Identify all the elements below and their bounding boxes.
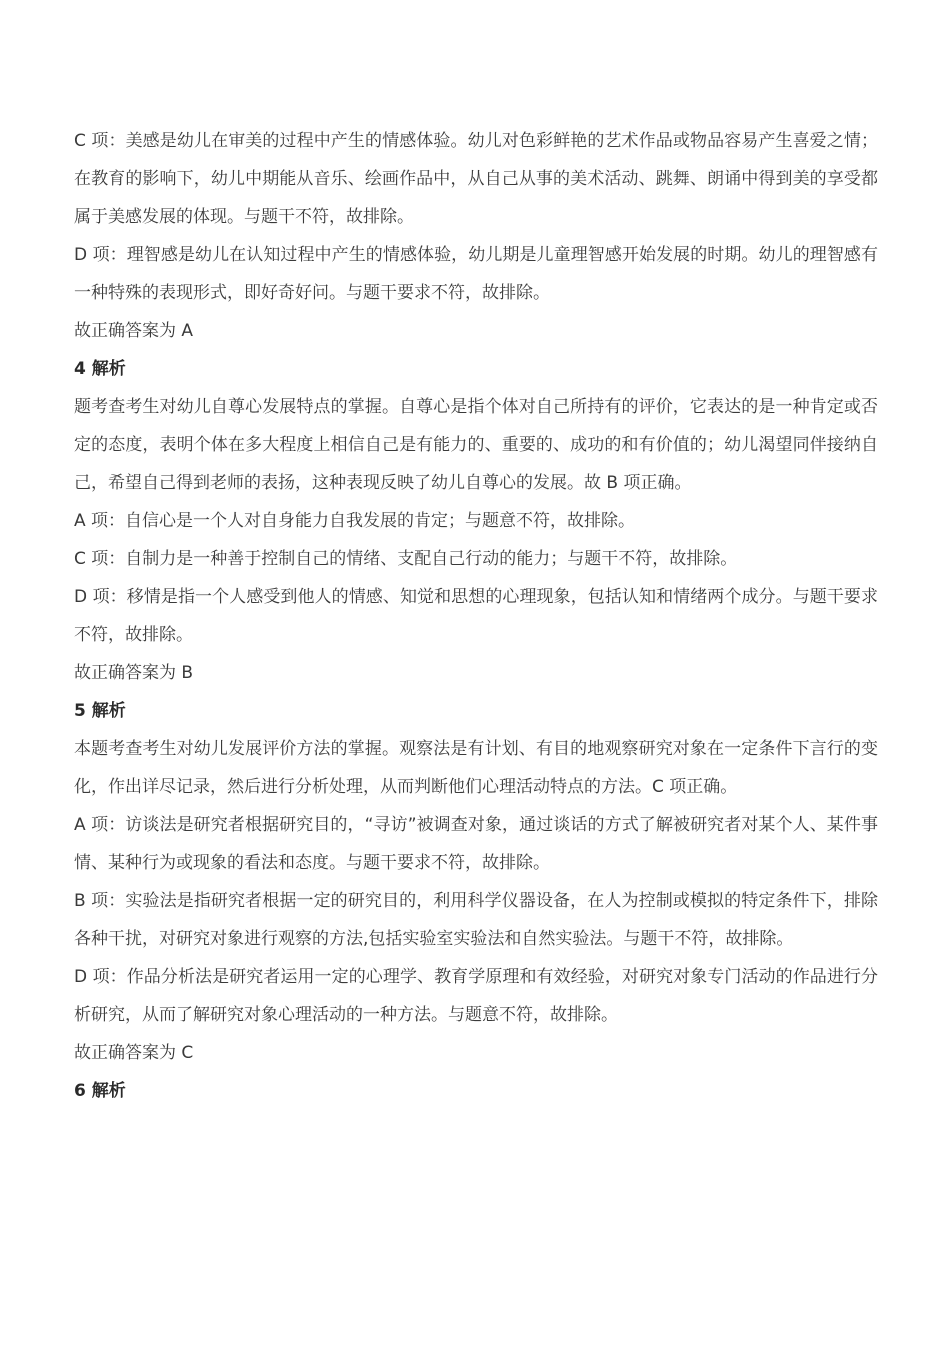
analysis-paragraph: 题考查考生对幼儿自尊心发展特点的掌握。自尊心是指个体对自己所持有的评价，它表达的是一种肯定或否定的态度，表明个体在多大程度上相信自己是有能力的、重要的、成功的和有价值的；幼儿渴望同伴接纳自己，希望自己得到老师的表扬，这种表现反映了幼儿自尊心的发展。故 B 项正确。 (74, 397, 878, 493)
option-d-paragraph: D 项：作品分析法是研究者运用一定的心理学、教育学原理和有效经验，对研究对象专门活动的作品进行分析研究，从而了解研究对象心理活动的一种方法。与题意不符，故排除。 (74, 967, 878, 1025)
option-d-paragraph: D 项：移情是指一个人感受到他人的情感、知觉和思想的心理现象，包括认知和情绪两个成分。与题干要求不符，故排除。 (74, 587, 878, 645)
answer-line: 故正确答案为 C (74, 1043, 194, 1063)
section-heading-5: 5 解析 (74, 701, 126, 721)
option-a-paragraph: A 项：自信心是一个人对自身能力自我发展的肯定；与题意不符，故排除。 (74, 511, 636, 531)
document-page (74, 122, 878, 1110)
analysis-paragraph: 本题考查考生对幼儿发展评价方法的掌握。观察法是有计划、有目的地观察研究对象在一定条件下言行的变化，作出详尽记录，然后进行分析处理，从而判断他们心理活动特点的方法。C 项正确。 (74, 739, 878, 797)
option-c-paragraph: C 项：美感是幼儿在审美的过程中产生的情感体验。幼儿对色彩鲜艳的艺术作品或物品容易产生喜爱之情；在教育的影响下，幼儿中期能从音乐、绘画作品中，从自己从事的美术活动、跳舞、朗诵中得到美的享受都属于美感发展的体现。与题干不符，故排除。 (74, 131, 878, 227)
section-heading-4: 4 解析 (74, 359, 126, 379)
option-d-paragraph: D 项：理智感是幼儿在认知过程中产生的情感体验，幼儿期是儿童理智感开始发展的时期。幼儿的理智感有一种特殊的表现形式，即好奇好问。与题干要求不符，故排除。 (74, 245, 878, 303)
section-heading-6: 6 解析 (74, 1081, 126, 1101)
answer-line: 故正确答案为 A (74, 321, 194, 341)
answer-line: 故正确答案为 B (74, 663, 194, 683)
option-c-paragraph: C 项：自制力是一种善于控制自己的情绪、支配自己行动的能力；与题干不符，故排除。 (74, 549, 738, 569)
option-b-paragraph: B 项：实验法是指研究者根据一定的研究目的，利用科学仪器设备，在人为控制或模拟的特定条件下，排除各种干扰，对研究对象进行观察的方法,包括实验室实验法和自然实验法。与题干不符，故排除。 (74, 891, 878, 949)
option-a-paragraph: A 项：访谈法是研究者根据研究目的，“寻访”被调查对象，通过谈话的方式了解被研究者对某个人、某件事情、某种行为或现象的看法和态度。与题干要求不符，故排除。 (74, 815, 878, 873)
